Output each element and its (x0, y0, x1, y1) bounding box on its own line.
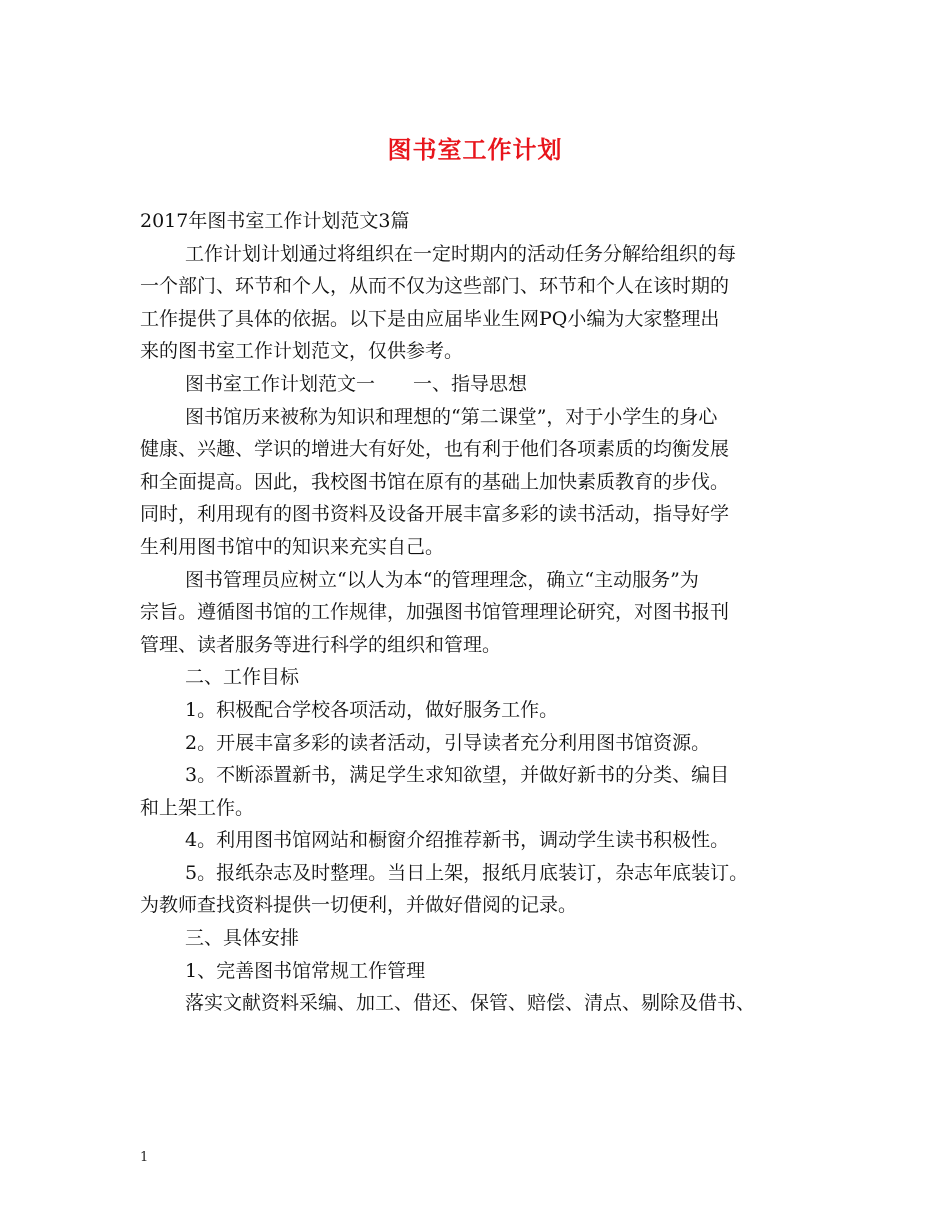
body-line: 图书馆历来被称为知识和理想的“第二课堂”，对于小学生的身心 (185, 405, 718, 428)
body-line: 图书管理员应树立“以人为本“的管理理念，确立“主动服务”为 (185, 568, 699, 591)
body-line: 来的图书室工作计划范文，仅供参考。 (140, 340, 464, 363)
body-line: 管理、读者服务等进行科学的组织和管理。 (140, 633, 502, 656)
body-line: 和全面提高。因此，我校图书馆在原有的基础上加快素质教育的步伐。 (140, 470, 730, 493)
body-line: 1。积极配合学校各项活动，做好服务工作。 (185, 698, 559, 721)
body-line: 宗旨。遵循图书馆的工作规律，加强图书馆管理理论研究，对图书报刊 (140, 601, 730, 624)
body-line: 图书室工作计划范文一 一、指导思想 (185, 372, 528, 395)
body-line: 一个部门、环节和个人，从而不仅为这些部门、环节和个人在该时期的 (140, 275, 730, 298)
page-number: 1 (140, 1150, 149, 1165)
body-line: 2017年图书室工作计划范文3篇 (140, 210, 410, 232)
body-line: 3。不断添置新书，满足学生求知欲望，并做好新书的分类、编目 (185, 764, 730, 787)
document-body (140, 205, 840, 1020)
body-line: 同时，利用现有的图书资料及设备开展丰富多彩的读书活动，指导好学 (140, 503, 730, 526)
body-line: 2。开展丰富多彩的读者活动，引导读者充分利用图书馆资源。 (185, 731, 711, 754)
body-line: 工作计划计划通过将组织在一定时期内的活动任务分解给组织的每 (185, 242, 737, 265)
body-line: 4。利用图书馆网站和橱窗介绍推荐新书，调动学生读书积极性。 (185, 829, 730, 852)
body-line: 生利用图书馆中的知识来充实自己。 (140, 535, 445, 558)
document-title: 图书室工作计划 (387, 136, 563, 164)
body-line: 5。报纸杂志及时整理。当日上架，报纸月底装订，杂志年底装订。 (185, 861, 749, 884)
body-line: 1、完善图书馆常规工作管理 (185, 959, 426, 982)
body-line: 健康、兴趣、学识的增进大有好处，也有利于他们各项素质的均衡发展 (140, 438, 730, 461)
body-line: 为教师查找资料提供一切便利，并做好借阅的记录。 (140, 894, 578, 917)
body-line: 落实文献资料采编、加工、借还、保管、赔偿、清点、剔除及借书、 (185, 992, 756, 1015)
body-line: 二、工作目标 (185, 666, 300, 689)
body-line: 和上架工作。 (140, 796, 255, 819)
body-line: 工作提供了具体的依据。以下是由应届毕业生网PQ小编为大家整理出 (140, 307, 720, 330)
body-line: 三、具体安排 (185, 927, 300, 950)
